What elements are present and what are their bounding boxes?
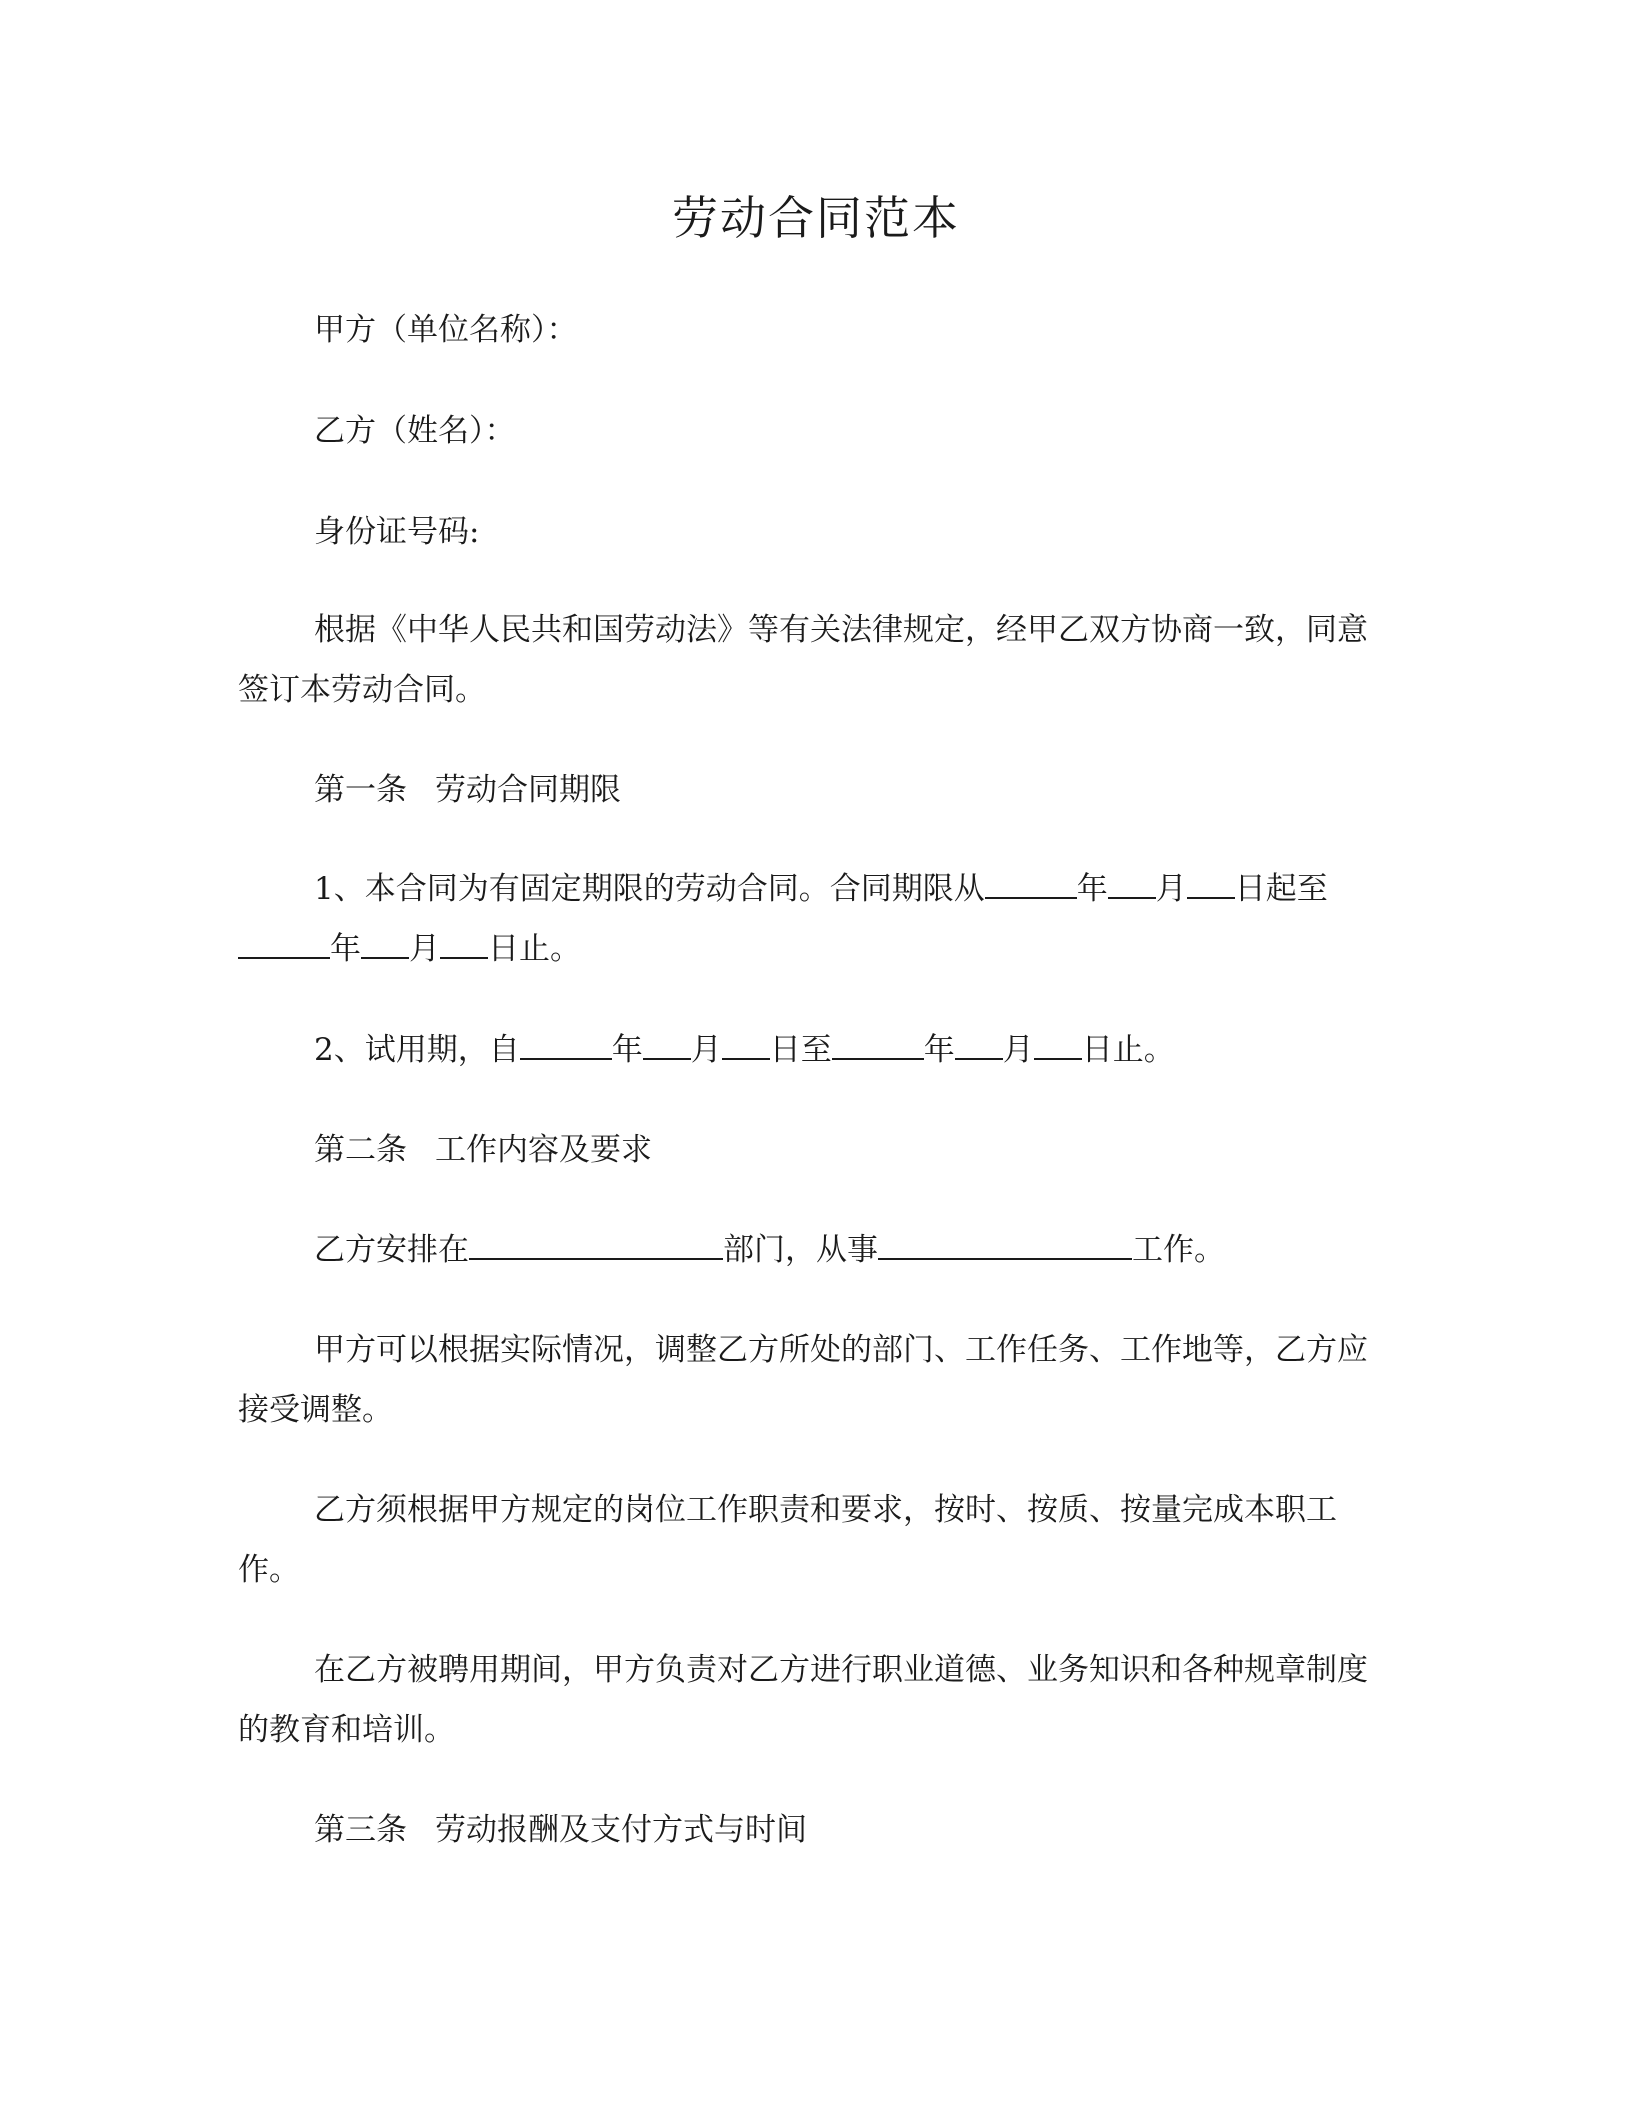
blank-day (1187, 873, 1235, 899)
article2-training-paragraph: 在乙方被聘用期间，甲方负责对乙方进行职业道德、业务知识和各种规章制度的教育和培训。 (238, 1652, 1368, 1748)
day-from-label: 日起至 (1234, 871, 1328, 907)
article2-adjust-paragraph: 甲方可以根据实际情况，调整乙方所处的部门、工作任务、工作地等，乙方应接受调整。 (238, 1332, 1368, 1428)
article2-number: 第二条 (314, 1132, 407, 1168)
article2-duty-paragraph: 乙方须根据甲方规定的岗位工作职责和要求，按时、按质、按量完成本职工作。 (238, 1492, 1337, 1588)
blank-month (1108, 873, 1156, 899)
article2-assign-line (314, 1220, 1444, 1280)
day-end-label: 日止。 (1081, 1032, 1175, 1068)
month-label: 月 (1002, 1032, 1034, 1068)
blank-month (643, 1034, 691, 1060)
article1-clause2 (314, 1020, 1444, 1080)
clause1-text: 1、本合同为有固定期限的劳动合同。合同期限从 (314, 871, 985, 907)
article1-clause1-line2 (238, 919, 1368, 979)
day-to-label: 日至 (769, 1032, 832, 1068)
month-label: 月 (1155, 871, 1187, 907)
id-number-line: 身份证号码: (314, 514, 480, 550)
blank-day (722, 1034, 770, 1060)
blank-department (469, 1234, 723, 1260)
blank-month (955, 1034, 1003, 1060)
year-label: 年 (330, 931, 361, 967)
clause2-text: 2、试用期，自 (314, 1032, 520, 1068)
intro-paragraph: 根据《中华人民共和国劳动法》等有关法律规定，经甲乙双方协商一致，同意签订本劳动合同。 (238, 612, 1368, 708)
party-b-line: 乙方（姓名）： (314, 413, 516, 449)
article3-number: 第三条 (314, 1812, 407, 1848)
blank-day (1034, 1034, 1082, 1060)
blank-year (832, 1034, 924, 1060)
article1-heading (314, 760, 1444, 820)
article2-title: 工作内容及要求 (435, 1132, 652, 1168)
article3-heading (314, 1800, 1444, 1860)
year-label: 年 (1076, 871, 1108, 907)
day-end-label: 日止。 (488, 931, 581, 967)
blank-year (520, 1034, 612, 1060)
assign-text1: 乙方安排在 (314, 1232, 469, 1268)
article1-title: 劳动合同期限 (435, 772, 621, 808)
year-label: 年 (923, 1032, 955, 1068)
blank-day (440, 933, 488, 959)
blank-job (878, 1234, 1132, 1260)
article1-number: 第一条 (314, 772, 407, 808)
party-a-line: 甲方（单位名称）： (314, 312, 578, 348)
month-label: 月 (409, 931, 440, 967)
year-label: 年 (611, 1032, 643, 1068)
assign-text2: 部门，从事 (723, 1232, 878, 1268)
document-title: 劳动合同范本 (672, 191, 960, 245)
article1-clause1-line1 (314, 859, 1444, 919)
blank-year (238, 933, 330, 959)
blank-month (361, 933, 409, 959)
article3-title: 劳动报酬及支付方式与时间 (435, 1812, 807, 1848)
assign-text3: 工作。 (1132, 1232, 1225, 1268)
blank-year (985, 873, 1077, 899)
article2-heading (314, 1120, 1444, 1180)
month-label: 月 (690, 1032, 722, 1068)
